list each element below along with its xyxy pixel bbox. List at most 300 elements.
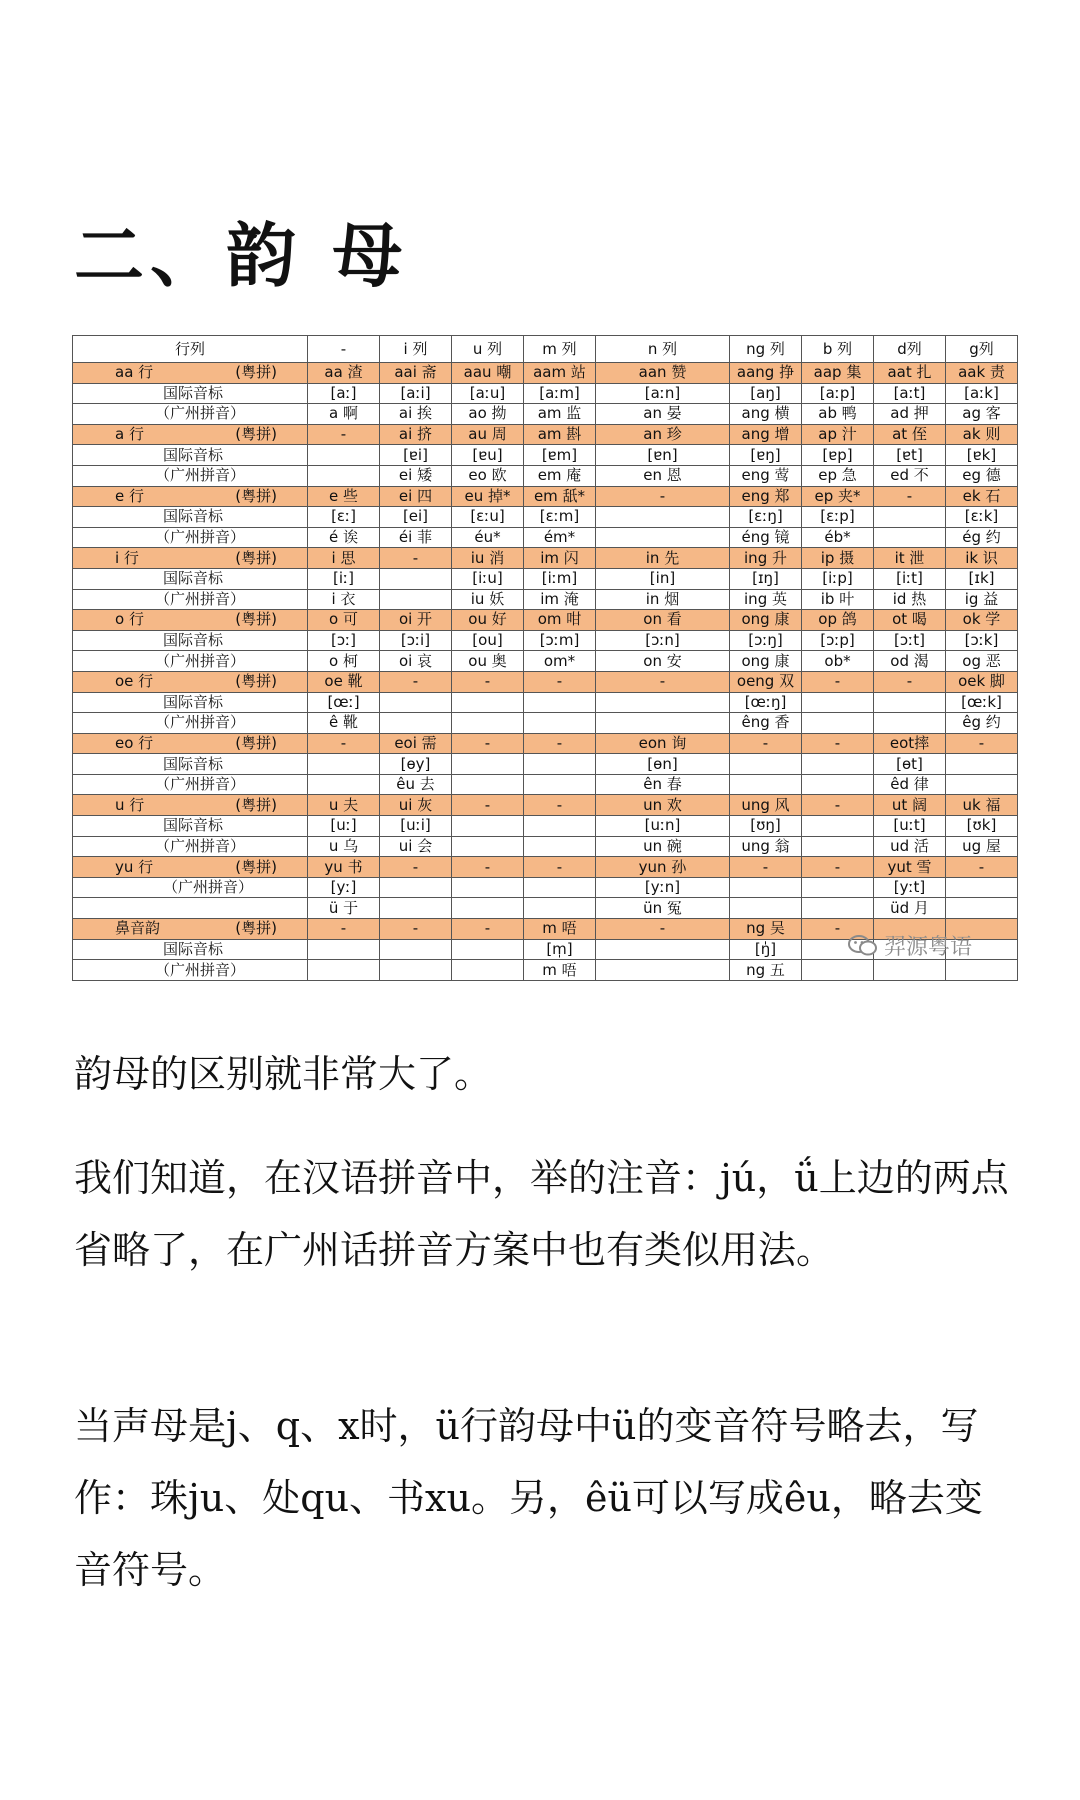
table-cell: eon 询 [596, 733, 730, 754]
table-cell: [ɐu] [452, 445, 524, 466]
table-cell: [ɐm] [524, 445, 596, 466]
table-cell: m 唔 [524, 960, 596, 981]
table-cell: - [730, 857, 802, 878]
table-row [73, 465, 1018, 486]
row-label-note: (粤拼) [235, 795, 277, 814]
table-cell: aai 斋 [380, 363, 452, 384]
table-cell: o 柯 [308, 651, 380, 672]
table-cell: - [802, 671, 874, 692]
table-cell: - [802, 733, 874, 754]
row-label-note: (粤拼) [235, 672, 277, 691]
table-cell: [œːŋ] [730, 692, 802, 713]
table-cell: [ɛːk] [946, 507, 1018, 528]
table-cell: [ɵy] [380, 754, 452, 775]
table-row [73, 877, 1018, 898]
table-cell: [ʊŋ] [730, 816, 802, 837]
table-cell: eo 欧 [452, 465, 524, 486]
row-label-text: yu 行 [115, 857, 154, 876]
table-cell: oek 脚 [946, 671, 1018, 692]
row-label-text: 国际音标 [163, 507, 224, 526]
table-cell: ung 翁 [730, 836, 802, 857]
table-cell: og 恶 [946, 651, 1018, 672]
table-cell: ang 横 [730, 404, 802, 425]
table-row [73, 527, 1018, 548]
table-cell [380, 713, 452, 734]
table-cell: ep 急 [802, 465, 874, 486]
table-cell: on 看 [596, 610, 730, 631]
table-cell [380, 960, 452, 981]
column-header: - [308, 336, 380, 363]
table-cell: [uːi] [380, 816, 452, 837]
table-cell: - [730, 733, 802, 754]
table-cell: op 鸽 [802, 610, 874, 631]
table-cell [380, 589, 452, 610]
table-cell: [ɛːu] [452, 507, 524, 528]
table-cell: ou 好 [452, 610, 524, 631]
table-row [73, 960, 1018, 981]
table-cell: [ou] [452, 630, 524, 651]
table-cell: oe 靴 [308, 671, 380, 692]
table-cell: ai 挤 [380, 424, 452, 445]
table-cell: - [524, 733, 596, 754]
table-cell: - [380, 548, 452, 569]
table-cell: [iːp] [802, 568, 874, 589]
row-label-note: (粤拼) [235, 425, 277, 444]
table-cell: em 舐* [524, 486, 596, 507]
table-cell [874, 713, 946, 734]
table-cell: [yːt] [874, 877, 946, 898]
table-cell: ip 摄 [802, 548, 874, 569]
row-label-text: i 行 [115, 548, 139, 567]
row-label [73, 960, 308, 981]
table-cell [308, 774, 380, 795]
table-cell: - [524, 857, 596, 878]
table-row [73, 630, 1018, 651]
row-label [73, 507, 308, 528]
table-cell: i 衣 [308, 589, 380, 610]
table-cell: - [874, 671, 946, 692]
row-label-text: eo 行 [115, 733, 154, 752]
section-heading: 二、韵 母 [74, 215, 409, 297]
table-row [73, 713, 1018, 734]
table-cell: u 夫 [308, 795, 380, 816]
table-cell: [ɔːm] [524, 630, 596, 651]
row-label [73, 877, 308, 898]
table-cell: [uːn] [596, 816, 730, 837]
table-cell: ei 四 [380, 486, 452, 507]
table-cell: ob* [802, 651, 874, 672]
table-cell: aau 嘲 [452, 363, 524, 384]
row-label [73, 486, 308, 507]
table-cell: at 侄 [874, 424, 946, 445]
table-cell [452, 836, 524, 857]
table-cell: [ɔːŋ] [730, 630, 802, 651]
column-header: i 列 [380, 336, 452, 363]
table-cell [596, 692, 730, 713]
table-cell: a 啊 [308, 404, 380, 425]
table-cell: iu 妖 [452, 589, 524, 610]
table-cell: - [308, 424, 380, 445]
table-cell: ai 挨 [380, 404, 452, 425]
table-cell: [uː] [308, 816, 380, 837]
row-label-text: aa 行 [115, 363, 154, 382]
row-label [73, 671, 308, 692]
table-cell: iu 消 [452, 548, 524, 569]
row-label [73, 836, 308, 857]
table-cell: ud 活 [874, 836, 946, 857]
table-cell: [ɐŋ] [730, 445, 802, 466]
row-label-text: 国际音标 [163, 445, 224, 464]
row-label-text: （广州拼音） [155, 836, 246, 855]
table-row [73, 671, 1018, 692]
table-cell: éng 镜 [730, 527, 802, 548]
row-label-text: e 行 [115, 486, 144, 505]
table-cell: ap 汁 [802, 424, 874, 445]
table-cell [802, 960, 874, 981]
table-cell: an 晏 [596, 404, 730, 425]
row-label-text: 国际音标 [163, 816, 224, 835]
table-cell: - [596, 919, 730, 940]
table-cell [308, 445, 380, 466]
table-cell [452, 960, 524, 981]
table-cell [596, 507, 730, 528]
table-cell [596, 960, 730, 981]
row-label-text: 国际音标 [163, 939, 224, 958]
table-cell: ê 靴 [308, 713, 380, 734]
table-cell [380, 568, 452, 589]
table-cell: u 乌 [308, 836, 380, 857]
table-cell: éi 菲 [380, 527, 452, 548]
table-cell: - [596, 486, 730, 507]
table-cell: am 监 [524, 404, 596, 425]
table-cell: [ei] [380, 507, 452, 528]
table-cell: it 泄 [874, 548, 946, 569]
table-cell: [ɐp] [802, 445, 874, 466]
table-row [73, 589, 1018, 610]
table-cell: [ɛːŋ] [730, 507, 802, 528]
column-header: u 列 [452, 336, 524, 363]
column-header: m 列 [524, 336, 596, 363]
row-label-text: 国际音标 [163, 692, 224, 711]
table-cell: [ɔːp] [802, 630, 874, 651]
table-cell [802, 774, 874, 795]
table-cell: in 烟 [596, 589, 730, 610]
table-cell: [yː] [308, 877, 380, 898]
table-cell: eng 莺 [730, 465, 802, 486]
row-label [73, 424, 308, 445]
watermark [848, 930, 972, 961]
table-cell: [ɵt] [874, 754, 946, 775]
table-cell: yut 雪 [874, 857, 946, 878]
table-cell: un 欢 [596, 795, 730, 816]
table-cell: id 热 [874, 589, 946, 610]
table-cell [524, 877, 596, 898]
column-header: n 列 [596, 336, 730, 363]
paragraph-2: 我们知道，在汉语拼音中，举的注音：jú，ǘ上边的两点省略了，在广州话拼音方案中也有类似用法。 [74, 1156, 1009, 1272]
table-cell [596, 939, 730, 960]
table-row [73, 383, 1018, 404]
table-cell: ün 冤 [596, 898, 730, 919]
row-label [73, 898, 308, 919]
row-label-text: （广州拼音） [163, 878, 254, 897]
table-cell: ên 春 [596, 774, 730, 795]
table-cell [730, 754, 802, 775]
row-label-note: (粤拼) [235, 733, 277, 752]
table-cell: aak 责 [946, 363, 1018, 384]
table-cell [308, 939, 380, 960]
table-cell [730, 774, 802, 795]
table-cell: [iːm] [524, 568, 596, 589]
table-cell: [aː] [308, 383, 380, 404]
row-label-text: 国际音标 [163, 754, 224, 773]
table-cell: ug 屋 [946, 836, 1018, 857]
table-cell: oi 哀 [380, 651, 452, 672]
row-label-note: (粤拼) [235, 610, 277, 629]
table-cell: éu* [452, 527, 524, 548]
table-cell: [uːt] [874, 816, 946, 837]
table-row [73, 836, 1018, 857]
table-cell [596, 713, 730, 734]
row-label [73, 754, 308, 775]
table-cell: uk 福 [946, 795, 1018, 816]
table-cell: aam 站 [524, 363, 596, 384]
table-cell: [ɔːt] [874, 630, 946, 651]
row-label [73, 363, 308, 384]
table-cell [730, 898, 802, 919]
row-label-text: （广州拼音） [155, 404, 246, 423]
row-label-text: oe 行 [115, 672, 154, 691]
table-cell: ao 拗 [452, 404, 524, 425]
row-label [73, 589, 308, 610]
table-cell: [iːu] [452, 568, 524, 589]
table-cell: [aːt] [874, 383, 946, 404]
table-cell: - [802, 857, 874, 878]
table-cell [380, 939, 452, 960]
table-cell: eg 德 [946, 465, 1018, 486]
table-cell: i 思 [308, 548, 380, 569]
table-cell: un 碗 [596, 836, 730, 857]
table-cell: ib 叶 [802, 589, 874, 610]
table-cell: am 斟 [524, 424, 596, 445]
table-cell [802, 692, 874, 713]
row-label-text: 鼻音韵 [115, 919, 161, 938]
table-cell [308, 465, 380, 486]
table-cell: eot摔 [874, 733, 946, 754]
table-cell: aat 扎 [874, 363, 946, 384]
row-label [73, 610, 308, 631]
wechat-icon [848, 935, 878, 957]
table-cell: eng 郑 [730, 486, 802, 507]
table-cell [452, 939, 524, 960]
table-cell: ui 会 [380, 836, 452, 857]
row-label-text: 国际音标 [163, 631, 224, 650]
table-cell: m 唔 [524, 919, 596, 940]
table-cell: [ɔːi] [380, 630, 452, 651]
table-cell: [ɛːp] [802, 507, 874, 528]
table-cell: üd 月 [874, 898, 946, 919]
table-cell [946, 877, 1018, 898]
table-cell: ou 奥 [452, 651, 524, 672]
table-cell [946, 774, 1018, 795]
table-cell [380, 692, 452, 713]
table-cell [380, 898, 452, 919]
table-cell: [aːm] [524, 383, 596, 404]
table-cell: - [452, 857, 524, 878]
table-cell: ut 阔 [874, 795, 946, 816]
table-cell [452, 898, 524, 919]
column-header: d列 [874, 336, 946, 363]
table-cell [802, 754, 874, 775]
table-cell [524, 774, 596, 795]
table-cell: - [308, 919, 380, 940]
table-cell [380, 877, 452, 898]
table-row [73, 486, 1018, 507]
table-cell: - [946, 857, 1018, 878]
row-label-note: (粤拼) [235, 919, 277, 938]
row-label [73, 919, 308, 940]
row-label-text: （广州拼音） [155, 466, 246, 485]
table-cell: ot 喝 [874, 610, 946, 631]
row-label-text: （广州拼音） [155, 528, 246, 547]
table-cell: eoi 需 [380, 733, 452, 754]
table-cell: in 先 [596, 548, 730, 569]
table-row [73, 548, 1018, 569]
table-cell [452, 713, 524, 734]
table-cell: ag 客 [946, 404, 1018, 425]
table-cell: ng 五 [730, 960, 802, 981]
table-cell: eu 掉* [452, 486, 524, 507]
table-cell: em 庵 [524, 465, 596, 486]
table-cell: aan 赞 [596, 363, 730, 384]
table-cell [802, 836, 874, 857]
column-header: b 列 [802, 336, 874, 363]
row-label [73, 713, 308, 734]
table-cell [452, 774, 524, 795]
table-cell [452, 692, 524, 713]
table-cell: - [380, 919, 452, 940]
table-cell: [aːi] [380, 383, 452, 404]
table-cell: - [308, 733, 380, 754]
row-label-note: (粤拼) [235, 363, 277, 382]
table-cell: yu 书 [308, 857, 380, 878]
table-row [73, 816, 1018, 837]
table-cell: [ʊk] [946, 816, 1018, 837]
table-cell: [ɐn] [596, 445, 730, 466]
table-cell [802, 816, 874, 837]
table-cell: ég 约 [946, 527, 1018, 548]
table-row [73, 692, 1018, 713]
row-label-text: （广州拼音） [155, 651, 246, 670]
row-label-text: a 行 [115, 425, 144, 444]
table-row [73, 610, 1018, 631]
row-label-text: （广州拼音） [155, 589, 246, 608]
table-cell [308, 754, 380, 775]
table-cell [802, 877, 874, 898]
table-row [73, 445, 1018, 466]
row-label-text: （广州拼音） [155, 775, 246, 794]
table-cell: ek 石 [946, 486, 1018, 507]
table-cell: on 安 [596, 651, 730, 672]
row-label [73, 774, 308, 795]
table-cell: êu 去 [380, 774, 452, 795]
table-cell: [aːu] [452, 383, 524, 404]
row-label-text: o 行 [115, 610, 144, 629]
table-cell: en 恩 [596, 465, 730, 486]
table-cell: [aːp] [802, 383, 874, 404]
table-cell: ong 康 [730, 610, 802, 631]
row-label [73, 939, 308, 960]
table-cell: [œː] [308, 692, 380, 713]
paragraph-3: 当声母是j、q、x时，ü行韵母中ü的变音符号略去，写作：珠ju、处qu、书xu。另，êü可以写成êu，略去变音符号。 [74, 1404, 983, 1592]
table-cell [946, 898, 1018, 919]
row-label [73, 630, 308, 651]
table-cell: ing 英 [730, 589, 802, 610]
table-cell: êng 香 [730, 713, 802, 734]
table-cell: ed 不 [874, 465, 946, 486]
table-cell: im 淹 [524, 589, 596, 610]
table-cell [802, 713, 874, 734]
finals-table-wrapper [72, 335, 1012, 981]
row-label [73, 465, 308, 486]
column-header: 行列 [73, 336, 308, 363]
table-cell: ém* [524, 527, 596, 548]
table-row [73, 795, 1018, 816]
table-cell: [ɪk] [946, 568, 1018, 589]
table-cell: - [874, 486, 946, 507]
table-cell: [ɔːn] [596, 630, 730, 651]
table-cell: - [802, 919, 874, 940]
row-label-text: （广州拼音） [155, 960, 246, 979]
table-row [73, 651, 1018, 672]
table-cell: [ɛːm] [524, 507, 596, 528]
table-row [73, 363, 1018, 384]
table-cell [524, 836, 596, 857]
table-cell: [m̩] [524, 939, 596, 960]
row-label-text: u 行 [115, 795, 145, 814]
table-cell: ui 灰 [380, 795, 452, 816]
table-cell [802, 898, 874, 919]
table-row [73, 898, 1018, 919]
row-label [73, 404, 308, 425]
row-label-text: （广州拼音） [155, 713, 246, 732]
table-cell [874, 692, 946, 713]
table-cell: au 周 [452, 424, 524, 445]
table-cell: - [380, 857, 452, 878]
row-label [73, 733, 308, 754]
table-cell: ing 升 [730, 548, 802, 569]
table-cell: [ɐk] [946, 445, 1018, 466]
table-cell: ad 押 [874, 404, 946, 425]
table-cell [452, 816, 524, 837]
table-cell: [iːt] [874, 568, 946, 589]
table-cell: od 渴 [874, 651, 946, 672]
table-cell: êd 律 [874, 774, 946, 795]
row-label-text: 国际音标 [163, 569, 224, 588]
table-row [73, 507, 1018, 528]
table-cell: an 珍 [596, 424, 730, 445]
table-cell: oeng 双 [730, 671, 802, 692]
table-cell: [ɛː] [308, 507, 380, 528]
column-header: ng 列 [730, 336, 802, 363]
table-cell: aap 集 [802, 363, 874, 384]
table-cell: ng 吴 [730, 919, 802, 940]
row-label [73, 692, 308, 713]
table-cell: om 咁 [524, 610, 596, 631]
row-label [73, 548, 308, 569]
table-cell: aa 渣 [308, 363, 380, 384]
table-cell: - [524, 671, 596, 692]
table-cell: [yːn] [596, 877, 730, 898]
